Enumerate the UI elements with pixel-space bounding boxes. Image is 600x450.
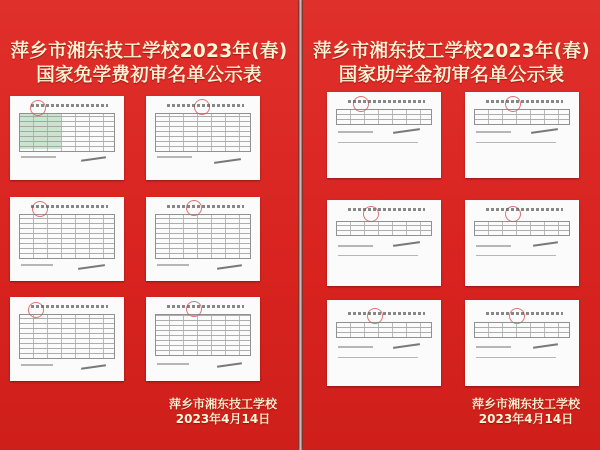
stipend-notice-board <box>303 0 600 450</box>
right-footer <box>461 397 591 427</box>
tuition-list-sheet-5 <box>10 297 124 381</box>
tuition-list-sheet-6 <box>146 297 260 381</box>
right-footer-school: 萍乡市湘东技工学校 <box>471 397 580 411</box>
tuition-list-sheet-1 <box>10 96 124 180</box>
stipend-list-sheet-1 <box>327 92 441 178</box>
tuition-list-sheet-2 <box>146 96 260 180</box>
tuition-list-sheet-4 <box>146 197 260 281</box>
stipend-list-sheet-2 <box>465 92 579 178</box>
stipend-list-sheet-3 <box>327 200 441 286</box>
stipend-list-sheet-6 <box>465 300 579 386</box>
right-title-line1: 萍乡市湘东技工学校2023年(春) <box>312 41 590 62</box>
stipend-list-sheet-5 <box>327 300 441 386</box>
left-title-line2: 国家免学费初审名单公示表 <box>36 65 262 86</box>
left-footer-date: 2023年4月14日 <box>175 412 271 426</box>
left-footer <box>158 397 288 427</box>
right-title-line2: 国家助学金初审名单公示表 <box>338 65 565 86</box>
stipend-list-sheet-4 <box>465 200 579 286</box>
tuition-list-sheet-3 <box>10 197 124 281</box>
left-title-line1: 萍乡市湘东技工学校2023年(春) <box>10 41 288 62</box>
right-footer-date: 2023年4月14日 <box>478 412 574 426</box>
tuition-waiver-notice-board <box>0 0 298 450</box>
left-footer-school: 萍乡市湘东技工学校 <box>168 397 277 411</box>
